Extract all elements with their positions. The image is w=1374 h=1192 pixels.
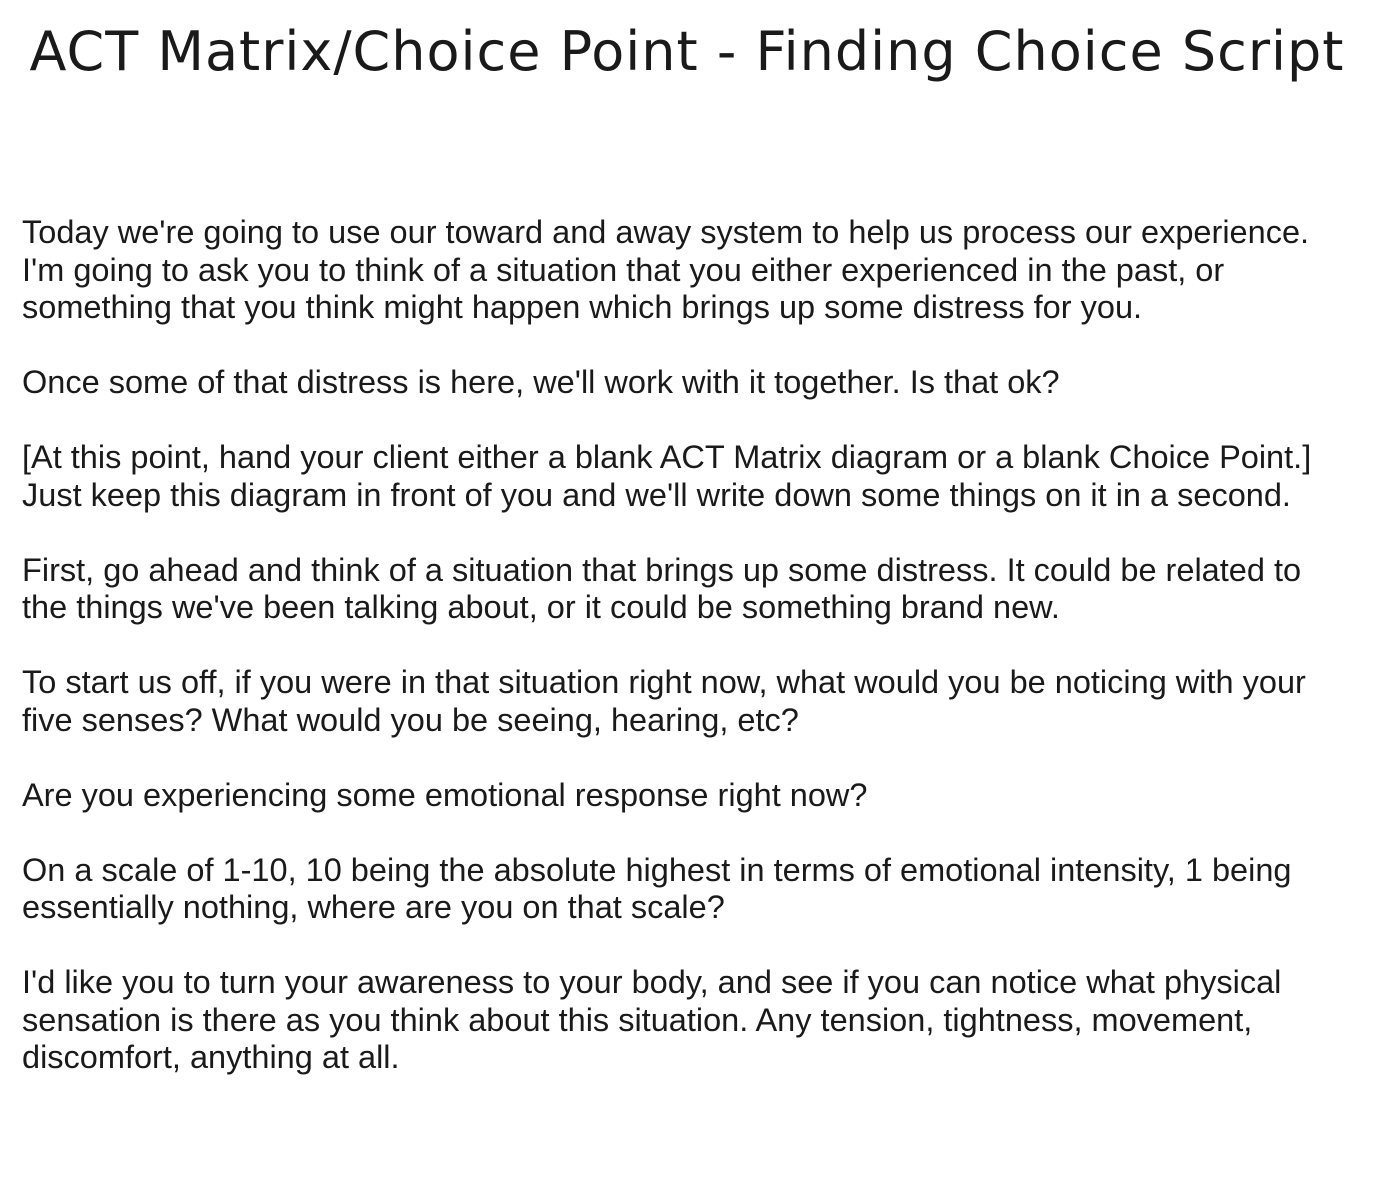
page-title: ACT Matrix/Choice Point - Finding Choice Script	[29, 20, 1345, 83]
paragraph-body-awareness: I'd like you to turn your awareness to your body, and see if you can notice what physical sensation is there as you think about this situation. Any tension, tightness, movement, discomfort, anything at all.	[22, 964, 1282, 1075]
paragraph-intensity-scale: On a scale of 1-10, 10 being the absolute highest in terms of emotional intensity, 1 being essentially nothing, where are you on that scale?	[22, 851, 1292, 925]
paragraph-diagram-instruction: [At this point, hand your client either a blank ACT Matrix diagram or a blank Choice Point.] Just keep this diagram in front of you and we'll write down some things on it in a second.	[22, 439, 1312, 513]
paragraph-intro: Today we're going to use our toward and away system to help us process our experience. I'm going to ask you to think of a situation that you either experienced in the past, or something that you think might happen which brings up some distress for you.	[22, 214, 1310, 325]
script-body	[22, 214, 1352, 1114]
paragraph-emotional-response: Are you experiencing some emotional response right now?	[22, 776, 868, 813]
paragraph-consent: Once some of that distress is here, we'll work with it together. Is that ok?	[22, 364, 1060, 400]
paragraph-five-senses: To start us off, if you were in that situation right now, what would you be noticing with your five senses? What would you be seeing, hearing, etc?	[22, 664, 1306, 738]
paragraph-think-of-situation: First, go ahead and think of a situation that brings up some distress. It could be related to the things we've been talking about, or it could be something brand new.	[22, 551, 1302, 625]
